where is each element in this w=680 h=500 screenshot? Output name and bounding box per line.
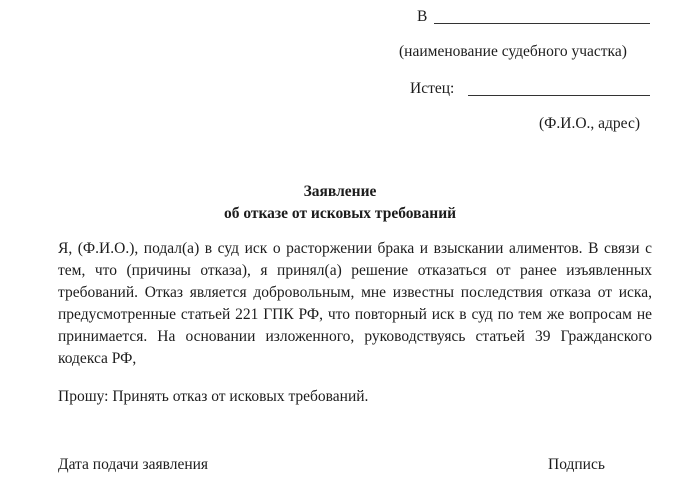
signature-label: Подпись [548,456,605,473]
statement-paragraph: Я, (Ф.И.О.), подал(а) в суд иск о расторжении брака и взыскании алиментов. В связи с тем, что (причины отказа), я принял(а) решение отказаться от ранее изъявленных требований. Отказ является добровольным, мне известны последствия отказа от иска, предусмотренные статьей 221 ГПК РФ, что повторный иск в суд по тем же вопросам не принимается. На основании изложенного, руководствуясь статьей 39 Гражданского кодекса РФ, [58,240,652,367]
plaintiff-caption: (Ф.И.О., адрес) [539,115,640,132]
plaintiff-blank [468,95,650,96]
request-line: Прошу: Принять отказ от исковых требований. [58,388,369,405]
filing-date-label: Дата подачи заявления [58,456,209,473]
court-name-blank [434,23,650,24]
court-caption: (наименование судебного участка) [399,43,627,60]
plaintiff-label: Истец: [410,80,455,97]
to-prefix: В [417,8,428,25]
document-subtitle: об отказе от исковых требований [223,205,457,222]
document-title: Заявление [303,183,377,200]
